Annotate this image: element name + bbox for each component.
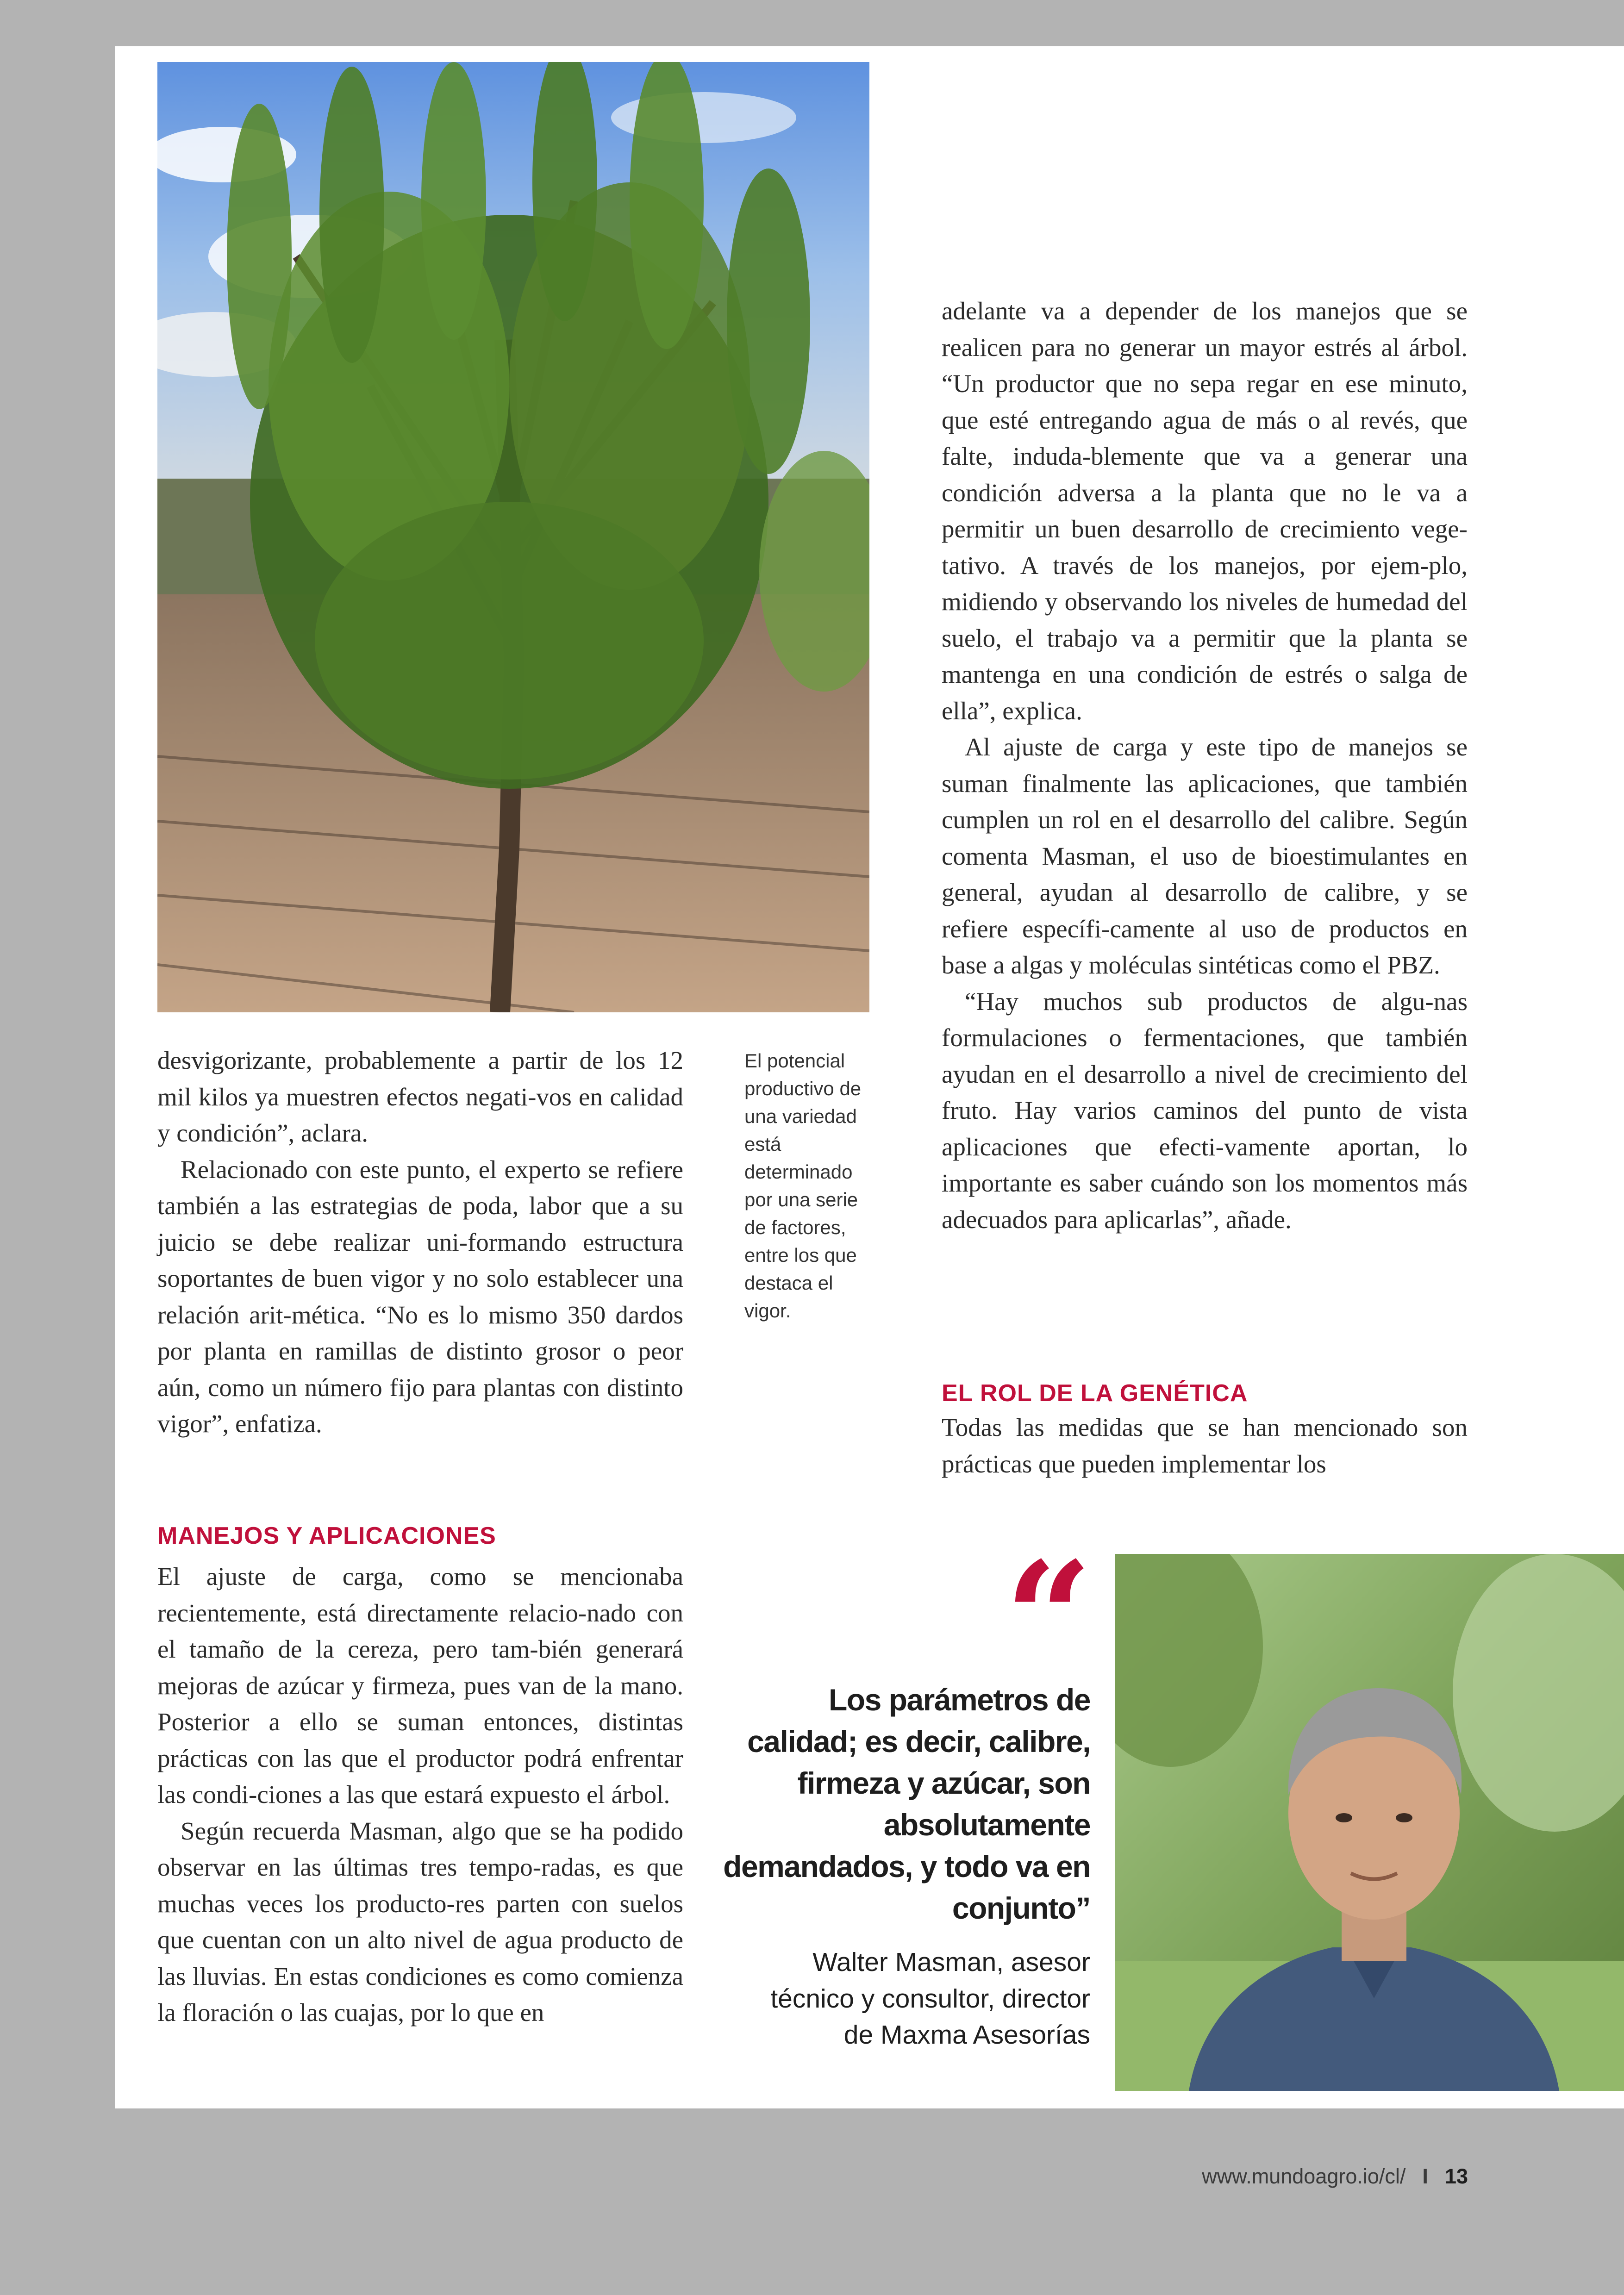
body-paragraph: Relacionado con este punto, el experto se refiere también a las estrategias de poda, labor que a su juicio se debe realizar uni-formando estructura soportantes de buen vigor y no solo establecer una relación arit-mética. “No es lo mismo 350 dardos por planta en ramillas de distinto grosor o peor aún, como un número fijo para plantas con distinto vigor”, enfatiza. bbox=[157, 1155, 683, 1438]
body-column-1-lower bbox=[157, 1559, 683, 2031]
body-paragraph: Al ajuste de carga y este tipo de manejos se suman finalmente las aplicaciones, que también cumplen un rol en el desarrollo del calibre. Según comenta Masman, el uso de bioestimulantes en general, ayudan al desarrollo de calibre, y se refiere específi-camente al uso de productos en base a algas y moléculas sintéticas como el PBZ. bbox=[942, 733, 1468, 979]
section-heading-genetica: EL ROL DE LA GENÉTICA bbox=[942, 1380, 1248, 1407]
body-paragraph: desvigorizante, probablemente a partir de los 12 mil kilos ya muestren efectos negati-vos en calidad y condición”, aclara. bbox=[157, 1046, 683, 1147]
pull-quote: Los parámetros de calidad; es decir, calibre, firmeza y azúcar, son absolutamente demandados, y todo va en conjunto” bbox=[723, 1683, 1090, 1925]
body-column-3-upper bbox=[942, 293, 1468, 1238]
body-paragraph: Todas las medidas que se han mencionado son prácticas que pueden implementar los bbox=[942, 1413, 1468, 1478]
portrait-photo bbox=[1115, 1554, 1624, 2091]
quote-mark-icon: “ bbox=[1005, 1528, 1093, 1708]
cherry-tree-illustration bbox=[157, 62, 869, 1012]
page-number: 13 bbox=[1444, 2164, 1468, 2188]
body-paragraph: adelante va a depender de los manejos que se realicen para no generar un mayor estrés al árbol. “Un productor que no sepa regar en ese minuto, que esté entregando agua de más o al revés, que falte, induda-blemente que va a generar una condición adversa a la planta que no le va a permitir un buen desarrollo de crecimiento vege-tativo. A través de los manejos, por ejem-plo, midiendo y observando los niveles de humedad del suelo, el trabajo va a permitir que la planta se mantenga en una condición de estrés o salga de ella”, explica. bbox=[942, 297, 1468, 725]
footer-separator: I bbox=[1422, 2164, 1428, 2188]
body-paragraph: El ajuste de carga, como se mencionaba recientemente, está directamente relacio-nado con el tamaño de la cereza, pero tam-bién generará mejoras de azúcar y firmeza, pues van de la mano. Posterior a ello se suman entonces, distintas prácticas con las que el productor podrá enfrentar las condi-ciones a las que estará expuesto el árbol. bbox=[157, 1562, 683, 1809]
body-column-1-upper bbox=[157, 1042, 683, 1442]
body-column-3-lower bbox=[942, 1409, 1468, 1482]
quote-attribution: Walter Masman, asesor técnico y consultor, director de Maxma Asesorías bbox=[770, 1947, 1090, 2050]
section-heading-manejos: MANEJOS Y APLICACIONES bbox=[157, 1522, 496, 1549]
footer-website-link[interactable]: www.mundoagro.io/cl/ bbox=[1202, 2164, 1406, 2188]
body-paragraph: “Hay muchos sub productos de algu-nas formulaciones o fermentaciones, que también ayudan en el desarrollo a nivel de crecimiento del fruto. Hay varios caminos del punto de vista aplicaciones que efecti-vamente aportan, lo importante es saber cuándo son los momentos más adecuados para aplicarlas”, añade. bbox=[942, 987, 1468, 1234]
photo-caption: El potencial productivo de una variedad está determinado por una serie de factores, entre los que destaca el vigor. bbox=[744, 1050, 862, 1322]
portrait-illustration bbox=[1115, 1554, 1624, 2091]
page-footer bbox=[1202, 2164, 1468, 2189]
body-paragraph: Según recuerda Masman, algo que se ha podido observar en las últimas tres tempo-radas, es que muchas veces los producto-res parten con suelos que cuentan con un alto nivel de agua producto de las lluvias. En estas condiciones es como comienza la floración o las cuajas, por lo que en bbox=[157, 1816, 683, 2027]
cherry-tree-photo bbox=[157, 62, 869, 1012]
